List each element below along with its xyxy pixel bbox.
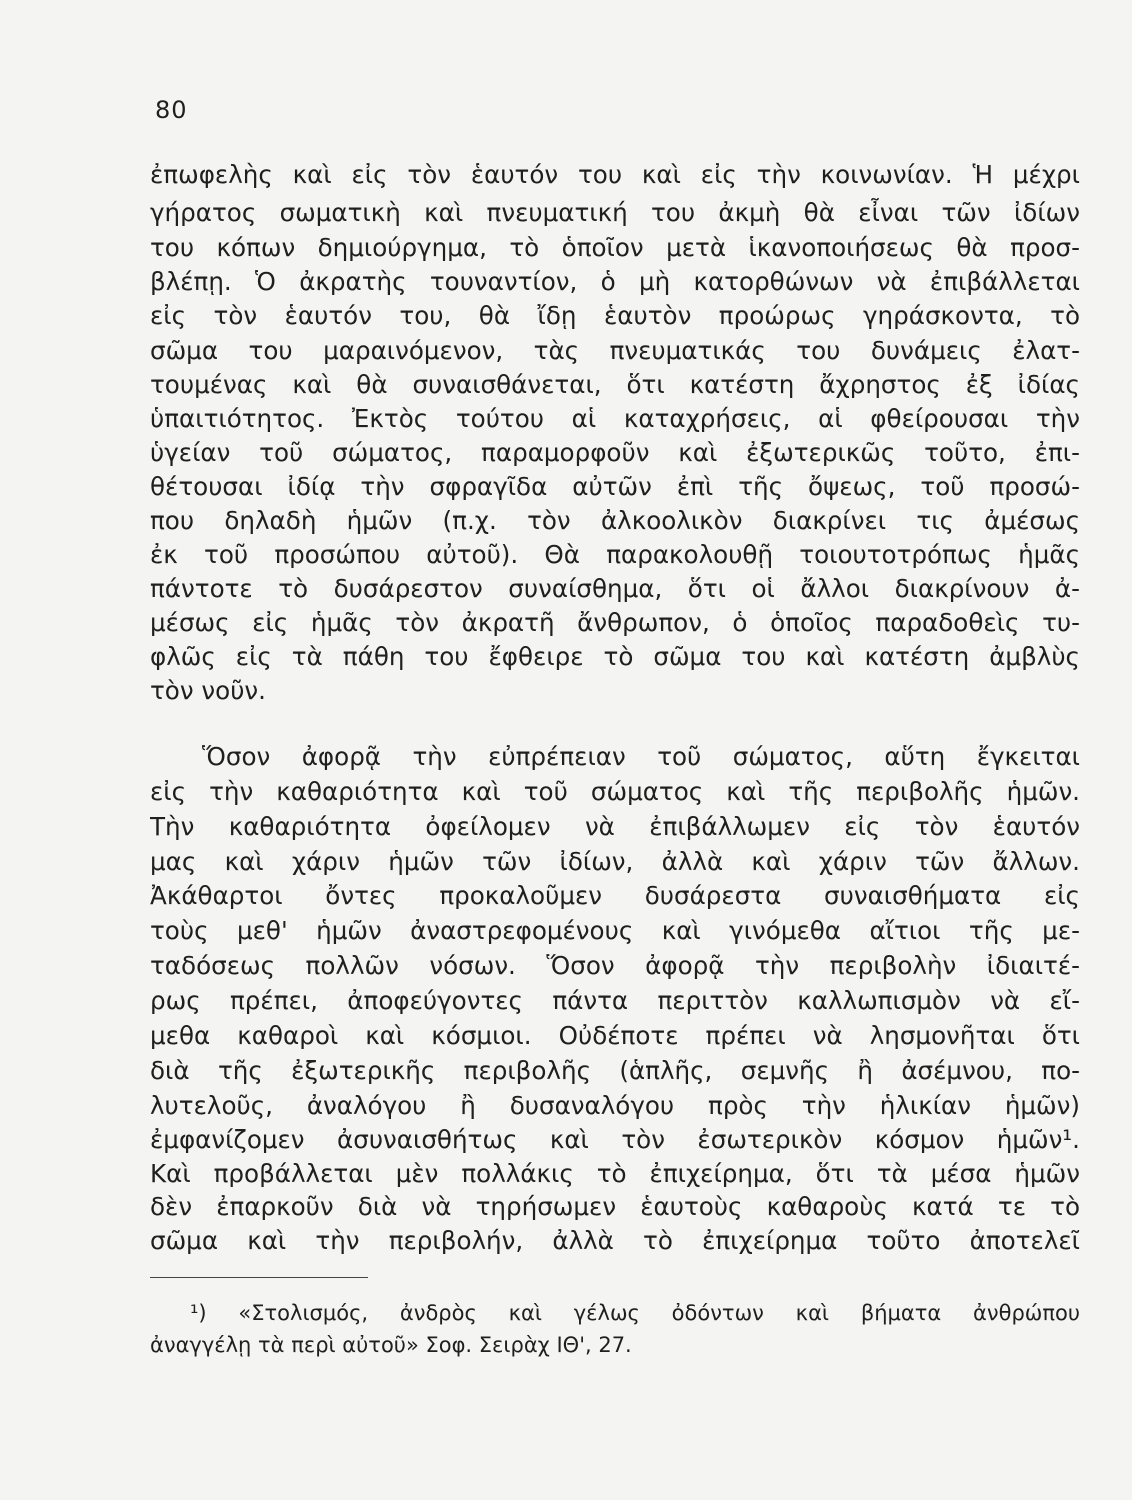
text-line: εἰς τὴν καθαριότητα καὶ τοῦ σώματος καὶ τῆς περιβολῆς ἡμῶν.	[150, 777, 1080, 806]
text-line: που δηλαδὴ ἡμῶν (π.χ. τὸν ἀλκοολικὸν διακρίνει τις ἀμέσως	[150, 506, 1080, 535]
text-line: ὑγείαν τοῦ σώματος, παραμορφοῦν καὶ ἐξωτερικῶς τοῦτο, ἐπι-	[150, 438, 1080, 467]
text-line: ἐμφανίζομεν ἀσυναισθήτως καὶ τὸν ἐσωτερικὸν κόσμον ἡμῶν¹.	[150, 1125, 1080, 1154]
text-line: Ἀκάθαρτοι ὄντες προκαλοῦμεν δυσάρεστα συναισθήματα εἰς	[150, 881, 1080, 910]
text-line: εἰς τὸν ἑαυτόν του, θὰ ἴδῃ ἑαυτὸν προώρως γηράσκοντα, τὸ	[150, 301, 1080, 330]
footnote-line: ¹) «Στολισμός, ἀνδρὸς καὶ γέλως ὀδόντων καὶ βήματα ἀνθρώπου	[190, 1301, 1080, 1325]
text-line: μέσως εἰς ἡμᾶς τὸν ἀκρατῆ ἄνθρωπον, ὁ ὁποῖος παραδοθεὶς τυ-	[150, 608, 1080, 637]
text-line: τὸν νοῦν.	[150, 676, 266, 705]
text-line: σῶμα του μαραινόμενον, τὰς πνευματικάς του δυνάμεις ἐλατ-	[150, 336, 1080, 365]
footnote-divider	[150, 1277, 368, 1278]
page-number: 80	[155, 96, 188, 124]
text-line: διὰ τῆς ἐξωτερικῆς περιβολῆς (ἁπλῆς, σεμνῆς ἢ ἀσέμνου, πο-	[150, 1056, 1080, 1085]
text-line: ὑπαιτιότητος. Ἐκτὸς τούτου αἱ καταχρήσεις, αἱ φθείρουσαι τὴν	[150, 404, 1080, 433]
text-line: θέτουσαι ἰδίᾳ τὴν σφραγῖδα αὐτῶν ἐπὶ τῆς ὄψεως, τοῦ προσώ-	[150, 472, 1080, 501]
text-line: μεθα καθαροὶ καὶ κόσμιοι. Οὐδέποτε πρέπει νὰ λησμονῆται ὅτι	[150, 1021, 1080, 1050]
text-line: Καὶ προβάλλεται μὲν πολλάκις τὸ ἐπιχείρημα, ὅτι τὰ μέσα ἡμῶν	[150, 1159, 1080, 1188]
text-line: μας καὶ χάριν ἡμῶν τῶν ἰδίων, ἀλλὰ καὶ χάριν τῶν ἄλλων.	[150, 847, 1080, 876]
text-line: του κόπων δημιούργημα, τὸ ὁποῖον μετὰ ἱκανοποιήσεως θὰ προσ-	[150, 233, 1080, 262]
text-line: λυτελοῦς, ἀναλόγου ἢ δυσαναλόγου πρὸς τὴν ἡλικίαν ἡμῶν)	[150, 1091, 1080, 1120]
text-line: ταδόσεως πολλῶν νόσων. Ὅσον ἀφορᾷ τὴν περιβολὴν ἰδιαιτέ-	[150, 951, 1080, 980]
text-line: Τὴν καθαριότητα ὀφείλομεν νὰ ἐπιβάλλωμεν εἰς τὸν ἑαυτόν	[150, 812, 1080, 841]
text-line: δὲν ἐπαρκοῦν διὰ νὰ τηρήσωμεν ἑαυτοὺς καθαροὺς κατά τε τὸ	[150, 1192, 1080, 1221]
footnote-line: ἀναγγέλῃ τὰ περὶ αὐτοῦ» Σοφ. Σειρὰχ ΙΘ', 27.	[150, 1333, 632, 1357]
text-line: βλέπῃ. Ὁ ἀκρατὴς τουναντίον, ὁ μὴ κατορθώνων νὰ ἐπιβάλλεται	[150, 267, 1080, 296]
text-line: ἐκ τοῦ προσώπου αὐτοῦ). Θὰ παρακολουθῇ τοιουτοτρόπως ἡμᾶς	[150, 540, 1080, 569]
text-line: ρως πρέπει, ἀποφεύγοντες πάντα περιττὸν καλλωπισμὸν νὰ εἴ-	[150, 986, 1080, 1015]
text-line: γήρατος σωματικὴ καὶ πνευματική του ἀκμὴ θὰ εἶναι τῶν ἰδίων	[150, 198, 1080, 227]
text-line: Ὅσον ἀφορᾷ τὴν εὐπρέπειαν τοῦ σώματος, αὕτη ἔγκειται	[202, 742, 1080, 771]
text-line: τουμένας καὶ θὰ συναισθάνεται, ὅτι κατέστη ἄχρηστος ἐξ ἰδίας	[150, 370, 1080, 399]
text-line: ἐπωφελὴς καὶ εἰς τὸν ἑαυτόν του καὶ εἰς τὴν κοινωνίαν. Ἡ μέχρι	[150, 160, 1080, 189]
text-line: πάντοτε τὸ δυσάρεστον συναίσθημα, ὅτι οἱ ἄλλοι διακρίνουν ἀ-	[150, 574, 1080, 603]
text-line: τοὺς μεθ' ἡμῶν ἀναστρεφομένους καὶ γινόμεθα αἴτιοι τῆς με-	[150, 916, 1080, 945]
text-line: σῶμα καὶ τὴν περιβολήν, ἀλλὰ τὸ ἐπιχείρημα τοῦτο ἀποτελεῖ	[150, 1226, 1080, 1255]
text-line: φλῶς εἰς τὰ πάθη του ἔφθειρε τὸ σῶμα του καὶ κατέστη ἀμβλὺς	[150, 642, 1080, 671]
